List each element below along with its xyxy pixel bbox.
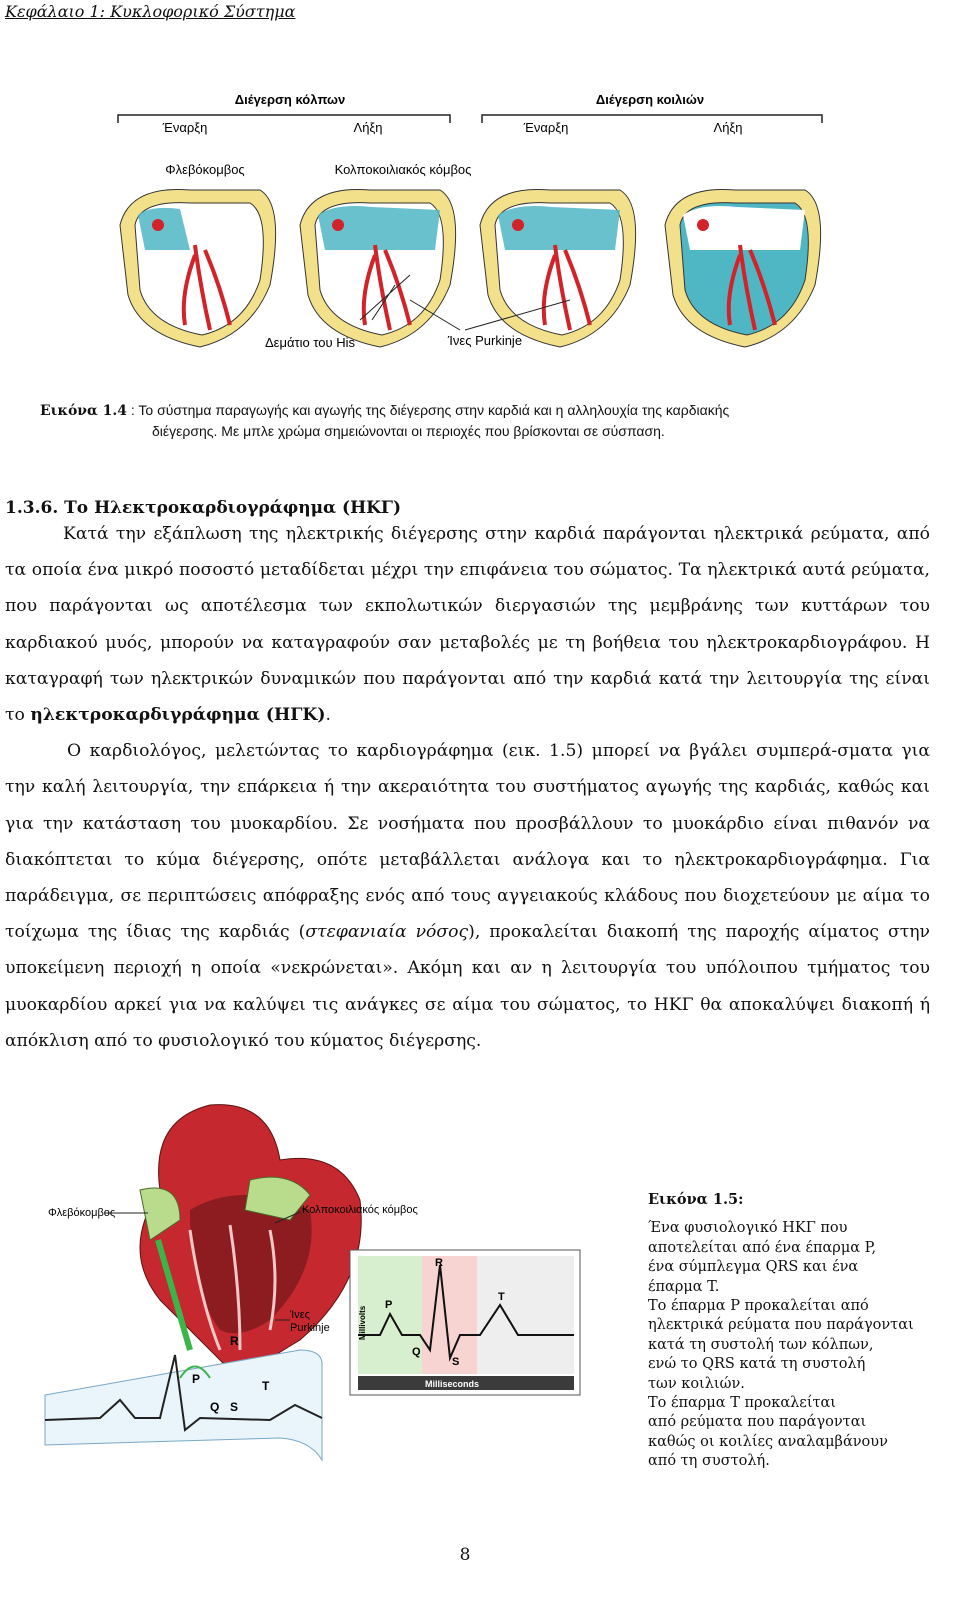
paragraph-2-text: Ο καρδιολόγος, μελετώντας το καρδιογράφημα (εικ. 1.5) μπορεί να βγάλει συμπερά-σματα για την καλή λειτουργία, την επάρκεια ή την ακεραιότητα του συστήματος αγωγής της καρδιάς, καθώς και για την κατάσταση του μυοκαρδίου. Σε νοσήματα που προσβάλλουν το μυοκάρδιο είναι πιθανόν να διακόπτεται το κύμα διέγερσης, οπότε μεταβάλλεται ανάλογα και το ηλεκτροκαρδιογράφημα. Για παράδειγμα, σε περιπτώσεις απόφραξης ενός από τους αγγειακούς κλάδους που διοχετεύουν με αίμα το τοίχωμα της ίδιας της καρδιάς ( [5, 741, 930, 943]
ecg-inset-chart [350, 1250, 580, 1395]
heart-stage-3 [480, 189, 636, 347]
figure-1-5-caption [648, 1190, 938, 1472]
inset-label-r: R [435, 1257, 443, 1269]
section-heading: 1.3.6. Το Ηλεκτροκαρδιογράφημα (ΗΚΓ) [5, 498, 402, 518]
wave-label-r: R [230, 1334, 239, 1348]
ecg-figure [40, 1100, 640, 1500]
heart-stage-4 [665, 189, 821, 347]
inset-label-p: P [385, 1299, 393, 1311]
label-sa-node: Φλεβόκομβος [165, 162, 245, 177]
caption-line-2: διέγερσης. Με μπλε χρώμα σημειώνονται οι περιοχές που βρίσκονται σε σύσπαση. [152, 423, 665, 439]
x-axis-label: Milliseconds [425, 1379, 480, 1389]
caption-line: από τη συστολή. [648, 1453, 770, 1470]
heart-illustration [140, 1105, 361, 1380]
label-purkinje-1: Ίνες [290, 1309, 310, 1321]
label-av-node: Κολποκοιλιακός κόμβος [334, 162, 472, 177]
caption-line: Το έπαρμα T προκαλείται [648, 1395, 836, 1412]
inset-label-q: Q [412, 1346, 421, 1358]
label-start-1: Έναρξη [162, 120, 208, 135]
label-his-bundle: Δεμάτιο του His [264, 335, 356, 350]
label-atria-excitation: Διέγερση κόλπων [234, 92, 346, 107]
paragraph-1-text: Κατά την εξάπλωση της ηλεκτρικής διέγερσης στην καρδιά παράγονται ηλεκτρικά ρεύματα, από τα οποία ένα μικρό ποσοστό μεταδίδεται μέχρι την επιφάνεια του σώματος. Τα ηλεκτρικά αυτά ρεύματα, που παράγονται ως αποτέλεσμα των εκπολωτικών διεργασιών της μεμβράνης των κυττάρων του καρδιακού μυός, μπορούν να καταγραφούν σαν μεταβολές με τη βοήθεια του ηλεκτροκαρδιογράφου. Η καταγραφή των ηλεκτρικών δυναμικών που παράγονται από την καρδιά κατά την λειτουργία της είναι το [5, 524, 930, 726]
wave-label-q: Q [210, 1400, 220, 1414]
caption-line: αποτελείται από ένα έπαρμα P, [648, 1239, 877, 1256]
label-purkinje: Ίνες Purkinje [447, 333, 523, 348]
label-end-2: Λήξη [713, 120, 743, 135]
caption-line-1: Το σύστημα παραγωγής και αγωγής της διέγερσης στην καρδιά και η αλληλουχία της καρδιακής [138, 402, 730, 418]
inset-label-t: T [498, 1291, 505, 1303]
paragraph-1 [5, 516, 930, 733]
caption-line: κατά τη συστολή των κόλπων, [648, 1336, 874, 1353]
running-header: Κεφάλαιο 1: Κυκλοφορικό Σύστημα [5, 2, 296, 21]
caption-line: καθώς οι κοιλίες αναλαμβάνουν [648, 1433, 888, 1450]
coronary-disease-term: στεφανιαία νόσος [305, 922, 469, 943]
ecg-paper-strip [45, 1334, 322, 1460]
inset-label-s: S [452, 1356, 460, 1368]
paragraph-2-end: ), προκαλείται διακοπή της παροχής αίματος στην υποκείμενη περιοχή η οποία «νεκρώνεται». Ακόμη και αν η λειτουργία του υπόλοιπου τμήματος του μυοκαρδίου αρκεί για να καλύψει τις ανάγκες σε αίμα του σώματος, το ΗΚΓ θα αποκαλύψει διακοπή ή απόκλιση από το φυσιολογικό του κύματος διέγερσης. [5, 922, 930, 1051]
caption-line: Ένα φυσιολογικό ΗΚΓ που [648, 1220, 848, 1237]
caption-line: των κοιλιών. [648, 1375, 745, 1392]
label-sa-node: Φλεβόκομβος [48, 1207, 116, 1219]
caption-line: ηλεκτρικά ρεύματα που παράγονται [648, 1317, 914, 1334]
caption-separator: : [127, 402, 139, 418]
label-start-2: Έναρξη [523, 120, 569, 135]
body-text [5, 516, 930, 1059]
y-axis-label: Millivolts [358, 1305, 367, 1340]
wave-label-t: T [262, 1379, 270, 1393]
label-av-node: Κολποκοιλιακός κόμβος [302, 1204, 418, 1216]
caption-line: έπαρμα T. [648, 1278, 720, 1295]
page-number: 8 [459, 1545, 471, 1565]
caption-line: από ρεύματα που παράγονται [648, 1414, 867, 1431]
paragraph-1-end: . [325, 705, 331, 726]
caption-line: ενώ το QRS κατά τη συστολή [648, 1356, 866, 1373]
heart-stage-2 [300, 189, 456, 347]
heart-stage-1 [120, 189, 276, 347]
conduction-system-figure [110, 85, 830, 365]
caption-label: Εικόνα 1.4 [40, 403, 127, 419]
caption-line: ένα σύμπλεγμα QRS και ένα [648, 1259, 859, 1276]
caption-line: Το έπαρμα P προκαλείται από [648, 1298, 869, 1315]
wave-label-s: S [230, 1400, 239, 1414]
ecg-term: ηλεκτροκαρδιγράφημα (ΗΓΚ) [30, 705, 326, 726]
figure-1-5-caption-title: Εικόνα 1.5: [648, 1191, 744, 1208]
label-ventricle-excitation: Διέγερση κοιλιών [595, 92, 705, 107]
label-end-1: Λήξη [353, 120, 383, 135]
label-purkinje-2: Purkinje [290, 1322, 330, 1334]
figure-caption [40, 400, 920, 441]
paragraph-2 [5, 733, 930, 1059]
wave-label-p: P [192, 1372, 201, 1386]
